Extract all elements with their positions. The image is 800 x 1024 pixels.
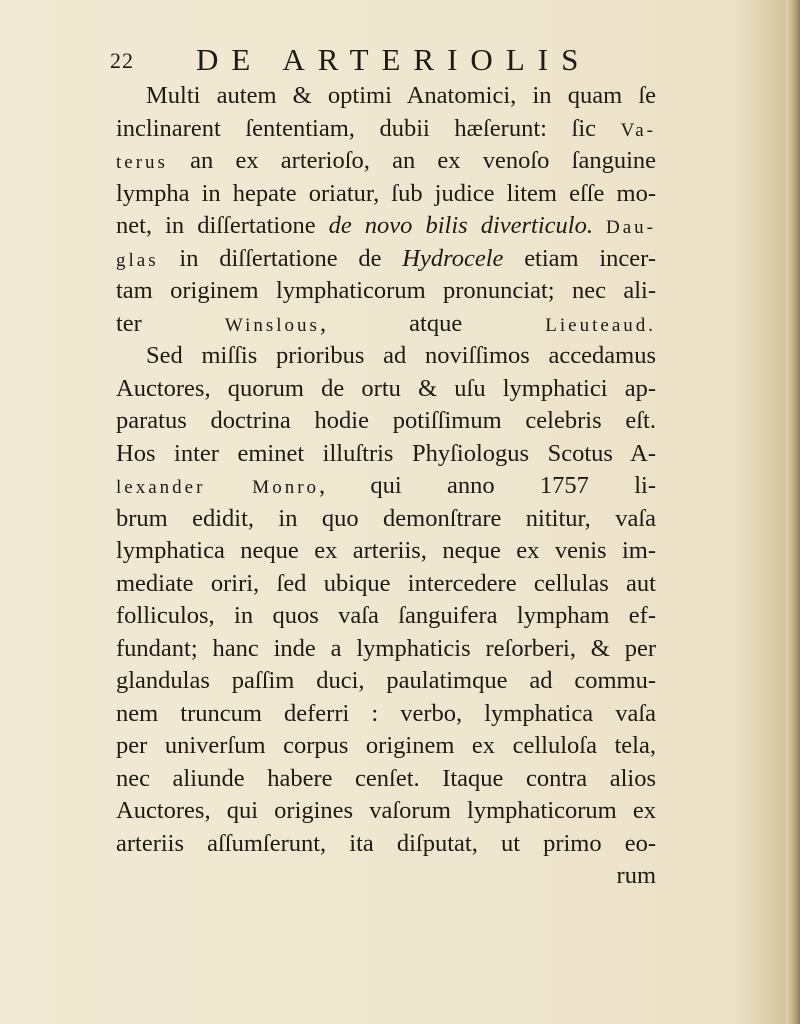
- text-line: Auctores, qui origines vaſorum lymphaticorum ex: [116, 797, 656, 824]
- author-name-smallcaps: Va-: [620, 119, 656, 141]
- text-line: tam originem lymphaticorum pronunciat; nec ali-: [116, 277, 656, 304]
- author-name-smallcaps: Lieuteaud.: [545, 314, 657, 336]
- text-line: Auctores, quorum de ortu & uſu lymphatici ap-: [116, 374, 656, 402]
- author-name-smallcaps: Winslous: [224, 314, 320, 336]
- page-number: 22: [110, 48, 134, 73]
- italic-title: de novo bilis diverticulo.: [328, 212, 593, 239]
- body-text: [116, 80, 656, 893]
- italic-title: Hydrocele: [402, 244, 504, 272]
- author-name-smallcaps: glas: [116, 249, 159, 271]
- catchword: rum: [616, 862, 656, 889]
- text-line: brum edidit, in quo demonſtrare nititur, vaſa: [116, 504, 656, 532]
- text-line: ter Winslous, atque Lieuteaud.: [116, 309, 657, 337]
- text-line: folliculos, in quos vaſa ſanguifera lympham ef-: [116, 602, 656, 629]
- text-line: paratus doctrina hodie potiſſimum celebris eſt.: [116, 407, 656, 434]
- author-name-smallcaps: lexander Monro: [116, 477, 320, 498]
- text-line: glas in diſſertatione de Hydrocele etiam incer-: [116, 244, 657, 272]
- text-line: nec aliunde habere cenſet. Itaque contra alios: [116, 764, 656, 792]
- text-line: lymphatica neque ex arteriis, neque ex venis im-: [116, 537, 656, 564]
- text-line: Sed miſſis prioribus ad noviſſimos accedamus: [146, 342, 656, 369]
- text-line: nem truncum deferri : verbo, lymphatica vaſa: [116, 699, 656, 727]
- page-header: [110, 42, 670, 82]
- text-line: lympha in hepate oriatur, ſub judice litem eſſe mo-: [116, 179, 656, 207]
- text-line: mediate oriri, ſed ubique intercedere cellulas aut: [116, 569, 656, 597]
- text-line: fundant; hanc inde a lymphaticis reſorberi, & per: [116, 634, 656, 662]
- text-line: inclinarent ſententiam, dubii hæſerunt: ſic Va-: [116, 114, 656, 142]
- text-line: glandulas paſſim duci, paulatimque ad commu-: [116, 667, 656, 694]
- text-line: terus an ex arterioſo, an ex venoſo ſanguine: [116, 147, 656, 174]
- author-name-smallcaps: terus: [116, 152, 168, 173]
- text-line: lexander Monro, qui anno 1757 li-: [116, 472, 656, 499]
- text-line: Multi autem & optimi Anatomici, in quam ſe: [146, 82, 656, 109]
- text-line: arteriis aſſumſerunt, ita diſputat, ut primo eo-: [116, 829, 656, 857]
- text-line: Hos inter eminet illuſtris Phyſiologus Scotus A-: [116, 439, 656, 467]
- author-name-smallcaps: Dau-: [606, 217, 656, 238]
- text-line: net, in diſſertatione de novo bilis diverticulo. Dau-: [116, 212, 656, 239]
- running-title: DE ARTERIOLIS: [196, 42, 592, 77]
- page-edge-shadow: [786, 0, 800, 1024]
- text-line: per univerſum corpus originem ex celluloſa tela,: [116, 732, 656, 759]
